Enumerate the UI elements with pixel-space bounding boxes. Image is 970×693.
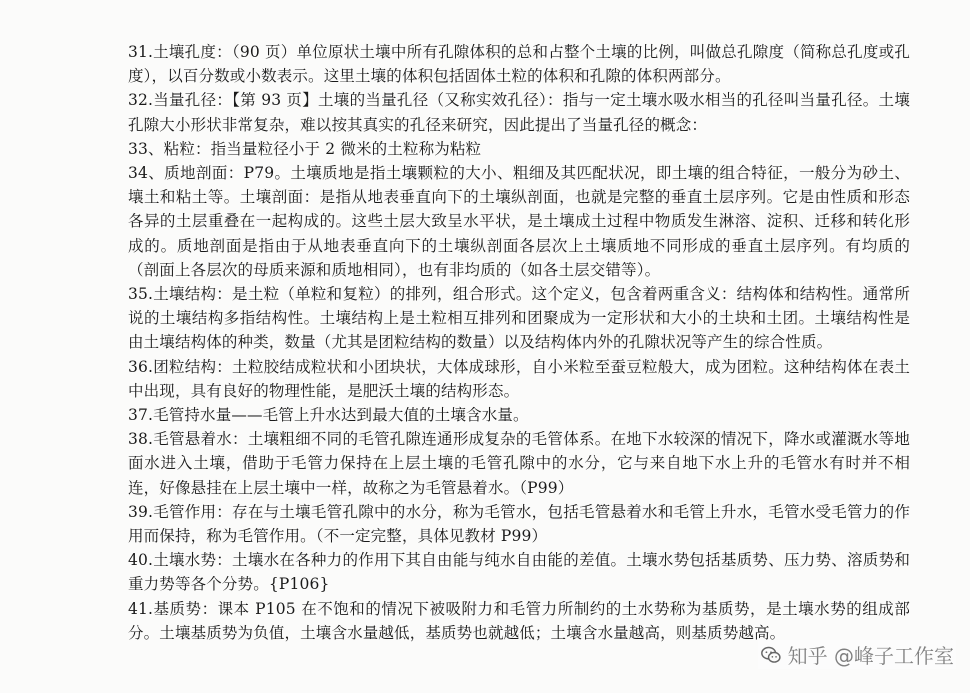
watermark-text: 知乎 @峰子工作室: [787, 644, 954, 668]
document-body: [128, 40, 910, 645]
entry-35: 35.土壤结构：是土粒（单粒和复粒）的排列，组合形式。这个定义，包含着两重含义：结构体和结构性。通常所说的土壤结构多指结构性。土壤结构上是土粒相互排列和团聚成为一定形状和大小的土块和土团。土壤结构性是由土壤结构体的种类，数量（尤其是团粒结构的数量）以及结构体内外的孔隙状况等产生的综合性质。: [128, 285, 910, 352]
watermark: [758, 640, 956, 669]
entry-31: 31.土壤孔度：（90 页）单位原状土壤中所有孔隙体积的总和占整个土壤的比例，叫做总孔隙度（简称总孔度或孔度），以百分数或小数表示。这里土壤的体积包括固体土粒的体积和孔隙的体积两部分。: [128, 43, 910, 86]
entry-39: 39.毛管作用：存在与土壤毛管孔隙中的水分，称为毛管水，包括毛管悬着水和毛管上升水，毛管水受毛管力的作用而保持，称为毛管作用。（不一定完整，具体见教材 P99）: [128, 502, 910, 546]
entry-38: 38.毛管悬着水：土壤粗细不同的毛管孔隙连通形成复杂的毛管体系。在地下水较深的情况下，降水或灌溉水等地面水进入土壤，借助于毛管力保持在上层土壤的毛管孔隙中的水分，它与来自地下水上升的毛管水有时并不相连，好像悬挂在上层土壤中一样，故称之为毛管悬着水。（P99）: [128, 430, 910, 497]
entry-34: 34、质地剖面：P79。土壤质地是指土壤颗粒的大小、粗细及其匹配状况，即土壤的组合特征，一般分为砂土、壤土和粘土等。土壤剖面：是指从地表垂直向下的土壤纵剖面，也就是完整的垂直土层序列。它是由性质和形态各异的土层重叠在一起构成的。这些土层大致呈水平状，是土壤成土过程中物质发生淋溶、淀积、迁移和转化形成的。质地剖面是指由于从地表垂直向下的土壤纵剖面各层次上土壤质地不同形成的垂直土层序列。有均质的（剖面上各层次的母质来源和质地相同），也有非均质的（如各土层交错等）。: [128, 164, 910, 279]
entry-32: 32.当量孔径：【第 93 页】土壤的当量孔径（又称实效孔径）：指与一定土壤水吸水相当的孔径叫当量孔径。土壤孔隙大小形状非常复杂，难以按其真实的孔径来研究，因此提出了当量孔径的概念：: [128, 91, 910, 134]
entry-37: 37.毛管持水量——毛管上升水达到最大值的土壤含水量。: [128, 406, 529, 425]
entry-36: 36.团粒结构：土粒胶结成粒状和小团块状，大体成球形，自小米粒至蚕豆粒般大，成为团粒。这种结构体在表土中出现，具有良好的物理性能，是肥沃土壤的结构形态。: [128, 357, 910, 400]
entry-41: 41.基质势：课本 P105 在不饱和的情况下被吸附力和毛管力所制约的土水势称为基质势，是土壤水势的组成部分。土壤基质势为负值，土壤含水量越低，基质势也就越低；土壤含水量越高，则基质势越高。: [128, 599, 910, 642]
entry-40: 40.土壤水势：土壤水在各种力的作用下其自由能与纯水自由能的差值。土壤水势包括基质势、压力势、溶质势和重力势等各个分势。{P106}: [128, 551, 910, 594]
wechat-icon: [760, 644, 782, 666]
entry-33: 33、粘粒：指当量粒径小于 2 微米的土粒称为粘粒: [128, 139, 482, 158]
